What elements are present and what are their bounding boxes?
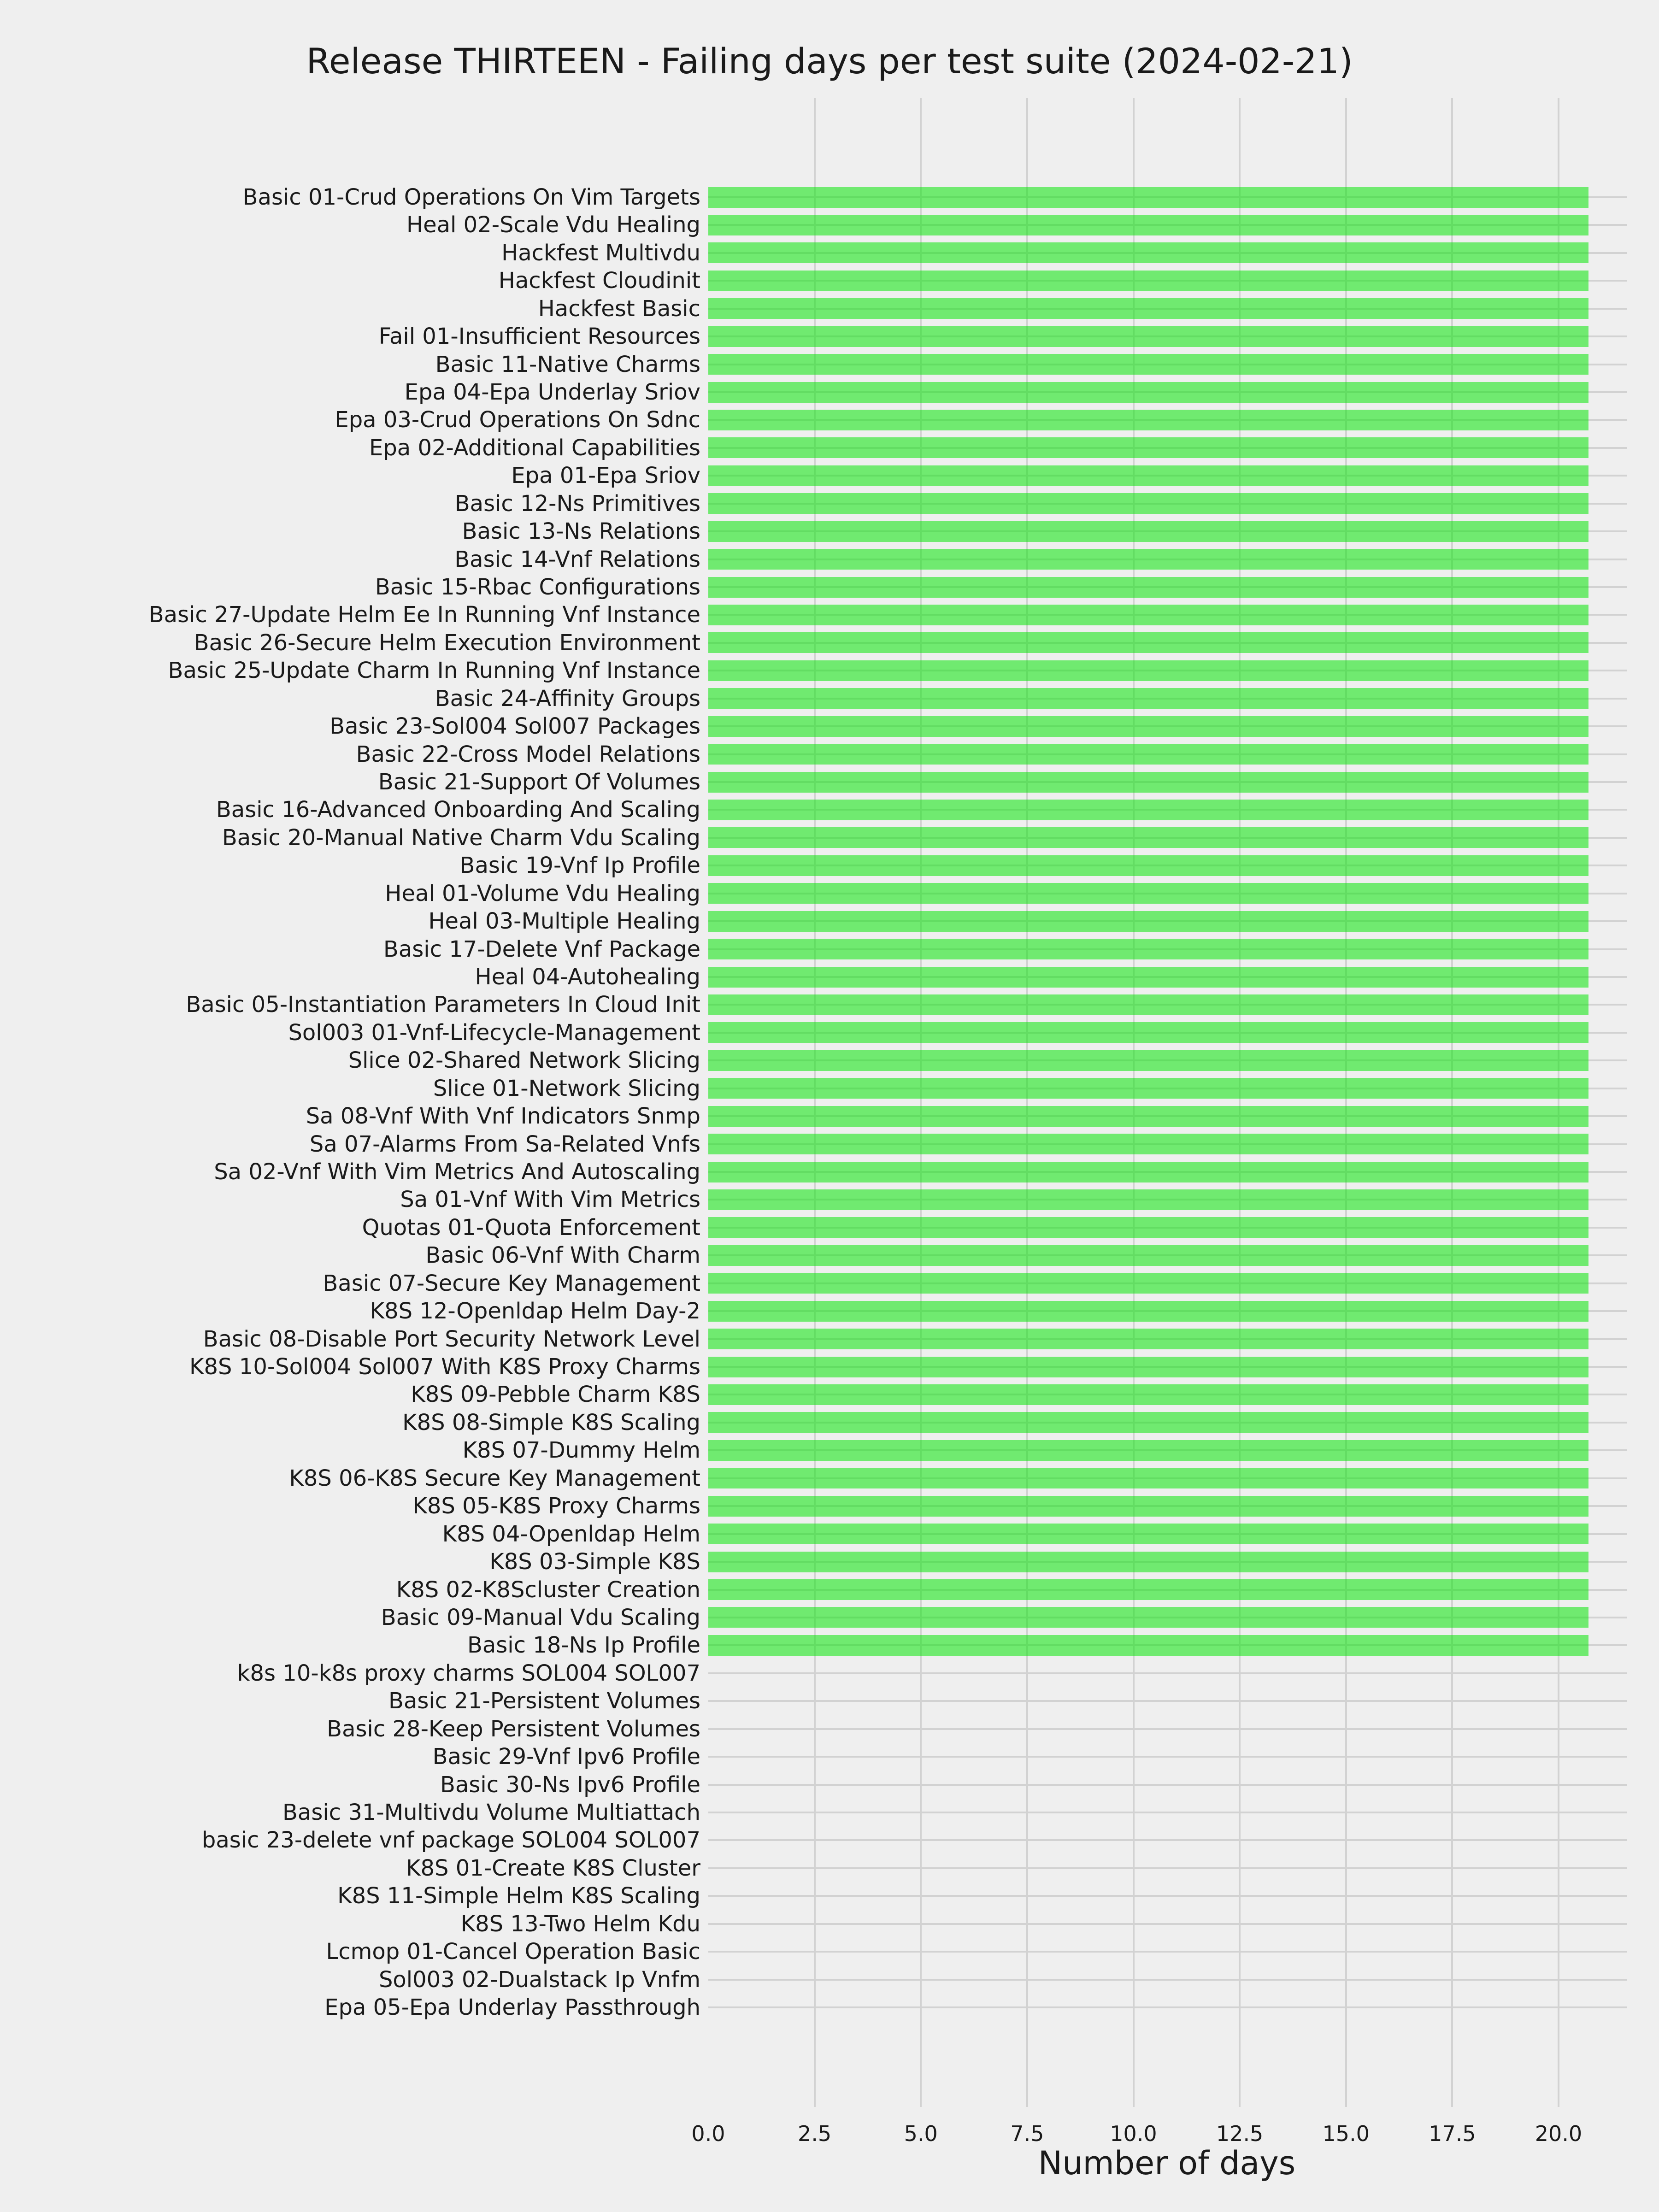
y-tick-label: Epa 01-Epa Sriov [511,463,700,489]
y-tick-label: K8S 04-Openldap Helm [442,1521,700,1547]
y-tick-label: K8S 01-Create K8S Cluster [406,1855,700,1881]
row-gridline [708,1784,1627,1786]
y-tick-label: Heal 03-Multiple Healing [428,908,700,935]
y-tick-label: Fail 01-Insufficient Resources [378,324,700,350]
bar [708,827,1588,848]
y-tick-label: Hackfest Basic [538,295,700,322]
bar [708,800,1588,820]
bar [708,1329,1588,1349]
y-tick-label: Heal 04-Autohealing [475,964,700,990]
bar [708,1607,1588,1628]
y-tick-label: Epa 02-Additional Capabilities [369,435,700,461]
y-tick-label: K8S 12-Openldap Helm Day-2 [370,1298,700,1324]
y-tick-label: Basic 09-Manual Vdu Scaling [381,1604,700,1630]
y-tick-label: Slice 02-Shared Network Slicing [348,1047,700,1074]
y-tick-label: Basic 13-Ns Relations [462,518,700,545]
y-tick-label: K8S 07-Dummy Helm [462,1437,700,1464]
y-tick-label: Basic 11-Native Charms [435,351,700,377]
y-tick-label: Quotas 01-Quota Enforcement [362,1214,700,1241]
row-gridline [708,1923,1627,1925]
y-tick-label: Basic 12-Ns Primitives [454,490,700,517]
y-tick-label: Basic 28-Keep Persistent Volumes [327,1716,700,1742]
y-tick-label: Epa 05-Epa Underlay Passthrough [324,1994,700,2020]
y-tick-label: Basic 15-Rbac Configurations [375,574,700,600]
bar [708,1217,1588,1238]
row-gridline [708,1700,1627,1702]
row-gridline [708,1756,1627,1758]
x-tick-label: 10.0 [1110,2121,1157,2146]
bar [708,1273,1588,1294]
row-gridline [708,1951,1627,1953]
y-tick-label: Heal 02-Scale Vdu Healing [406,212,700,238]
y-tick-label: Heal 01-Volume Vdu Healing [385,880,700,906]
y-tick-label: Basic 14-Vnf Relations [454,546,700,572]
y-tick-label: Basic 16-Advanced Onboarding And Scaling [216,797,700,823]
bar [708,716,1588,737]
y-tick-label: Sa 07-Alarms From Sa-Related Vnfs [309,1131,700,1157]
bar [708,493,1588,514]
x-tick-label: 12.5 [1216,2121,1264,2146]
y-tick-label: Basic 06-Vnf With Charm [425,1242,700,1269]
bar [708,298,1588,319]
bar [708,1440,1588,1461]
x-tick-label: 20.0 [1535,2121,1583,2146]
x-tick-label: 2.5 [798,2121,832,2146]
y-tick-label: k8s 10-k8s proxy charms SOL004 SOL007 [237,1660,700,1686]
y-tick-label: K8S 03-Simple K8S [489,1549,700,1575]
bar [708,1357,1588,1377]
y-tick-label: K8S 10-Sol004 Sol007 With K8S Proxy Charms [189,1354,700,1380]
bar [708,911,1588,932]
x-tick-label: 15.0 [1322,2121,1370,2146]
y-tick-label: Basic 29-Vnf Ipv6 Profile [432,1744,700,1770]
x-tick-label: 7.5 [1010,2121,1044,2146]
y-tick-label: Sa 02-Vnf With Vim Metrics And Autoscaling [214,1159,700,1185]
chart-title: Release THIRTEEN - Failing days per test suite (2024-02-21) [306,41,1353,82]
bar [708,1524,1588,1544]
y-tick-label: Basic 24-Affinity Groups [435,685,700,712]
bar [708,1412,1588,1433]
bar [708,1050,1588,1071]
bar [708,242,1588,263]
x-axis-label: Number of days [1038,2144,1296,2182]
y-tick-label: K8S 05-K8S Proxy Charms [412,1493,700,1519]
row-gridline [708,1812,1627,1813]
y-tick-label: Basic 27-Update Helm Ee In Running Vnf Instance [148,602,700,628]
y-tick-label: Slice 01-Network Slicing [433,1075,700,1101]
bar [708,883,1588,904]
y-tick-label: Sol003 01-Vnf-Lifecycle-Management [288,1019,700,1046]
bar [708,744,1588,765]
y-tick-label: Basic 25-Update Charm In Running Vnf Instance [168,658,700,684]
bar [708,1022,1588,1043]
row-gridline [708,1672,1627,1674]
y-tick-label: Basic 01-Crud Operations On Vim Targets [242,184,700,210]
y-tick-label: Lcmop 01-Cancel Operation Basic [326,1939,700,1965]
y-tick-label: basic 23-delete vnf package SOL004 SOL007 [201,1827,700,1853]
bar [708,271,1588,291]
y-tick-label: Basic 08-Disable Port Security Network Level [203,1326,700,1352]
bar [708,855,1588,876]
bar [708,437,1588,458]
y-tick-label: Basic 26-Secure Helm Execution Environment [194,629,700,656]
bar [708,410,1588,430]
y-tick-label: Basic 21-Persistent Volumes [388,1688,700,1714]
y-tick-label: K8S 08-Simple K8S Scaling [402,1409,700,1435]
y-tick-label: Epa 04-Epa Underlay Sriov [404,379,700,405]
bar [708,187,1588,208]
bar [708,688,1588,709]
row-gridline [708,1839,1627,1841]
y-tick-label: Basic 30-Ns Ipv6 Profile [440,1771,700,1798]
row-gridline [708,1867,1627,1869]
bar [708,549,1588,570]
y-tick-label: Basic 18-Ns Ip Profile [467,1632,700,1659]
y-tick-label: Hackfest Cloudinit [498,268,700,294]
bar [708,1162,1588,1182]
bar [708,632,1588,653]
x-tick-label: 17.5 [1429,2121,1476,2146]
bar [708,1301,1588,1322]
y-tick-label: K8S 09-Pebble Charm K8S [411,1382,700,1408]
bar [708,465,1588,486]
row-gridline [708,1979,1627,1981]
bar [708,1496,1588,1517]
bar [708,354,1588,375]
x-tick-label: 0.0 [691,2121,725,2146]
y-tick-label: K8S 11-Simple Helm K8S Scaling [337,1883,700,1909]
bar [708,772,1588,793]
row-gridline [708,1728,1627,1730]
x-tick-label: 5.0 [904,2121,938,2146]
bar [708,1189,1588,1210]
y-tick-label: Sa 01-Vnf With Vim Metrics [400,1187,700,1213]
y-tick-label: Basic 07-Secure Key Management [323,1270,700,1296]
bar [708,939,1588,959]
y-tick-label: Basic 19-Vnf Ip Profile [459,853,700,879]
y-tick-label: Basic 20-Manual Native Charm Vdu Scaling [222,824,700,851]
bar [708,1078,1588,1099]
y-tick-label: Hackfest Multivdu [501,240,700,266]
row-gridline [708,1895,1627,1897]
bar [708,1134,1588,1154]
bar [708,1468,1588,1488]
y-tick-label: Basic 17-Delete Vnf Package [383,936,700,962]
y-tick-label: K8S 02-K8Scluster Creation [396,1577,700,1603]
bar [708,1635,1588,1656]
y-tick-label: Basic 05-Instantiation Parameters In Cloud Init [186,992,700,1018]
bar [708,1106,1588,1127]
bar [708,605,1588,625]
y-tick-label: Basic 31-Multivdu Volume Multiattach [282,1799,700,1825]
y-tick-label: K8S 13-Two Helm Kdu [460,1911,700,1937]
bar [708,967,1588,988]
bar [708,382,1588,403]
bar [708,1245,1588,1266]
bar [708,994,1588,1015]
bar [708,1384,1588,1405]
y-tick-label: Basic 22-Cross Model Relations [356,741,700,767]
bar [708,215,1588,235]
bar [708,326,1588,347]
y-tick-label: Basic 23-Sol004 Sol007 Packages [329,713,700,740]
bar [708,521,1588,542]
y-tick-label: Sa 08-Vnf With Vnf Indicators Snmp [306,1103,700,1130]
bar [708,1579,1588,1600]
y-tick-label: Epa 03-Crud Operations On Sdnc [335,407,700,433]
bar [708,1552,1588,1572]
bar [708,577,1588,598]
bar [708,660,1588,681]
y-tick-label: Sol003 02-Dualstack Ip Vnfm [378,1966,700,1993]
row-gridline [708,2006,1627,2008]
y-tick-label: K8S 06-K8S Secure Key Management [289,1465,700,1491]
y-tick-label: Basic 21-Support Of Volumes [378,769,700,795]
